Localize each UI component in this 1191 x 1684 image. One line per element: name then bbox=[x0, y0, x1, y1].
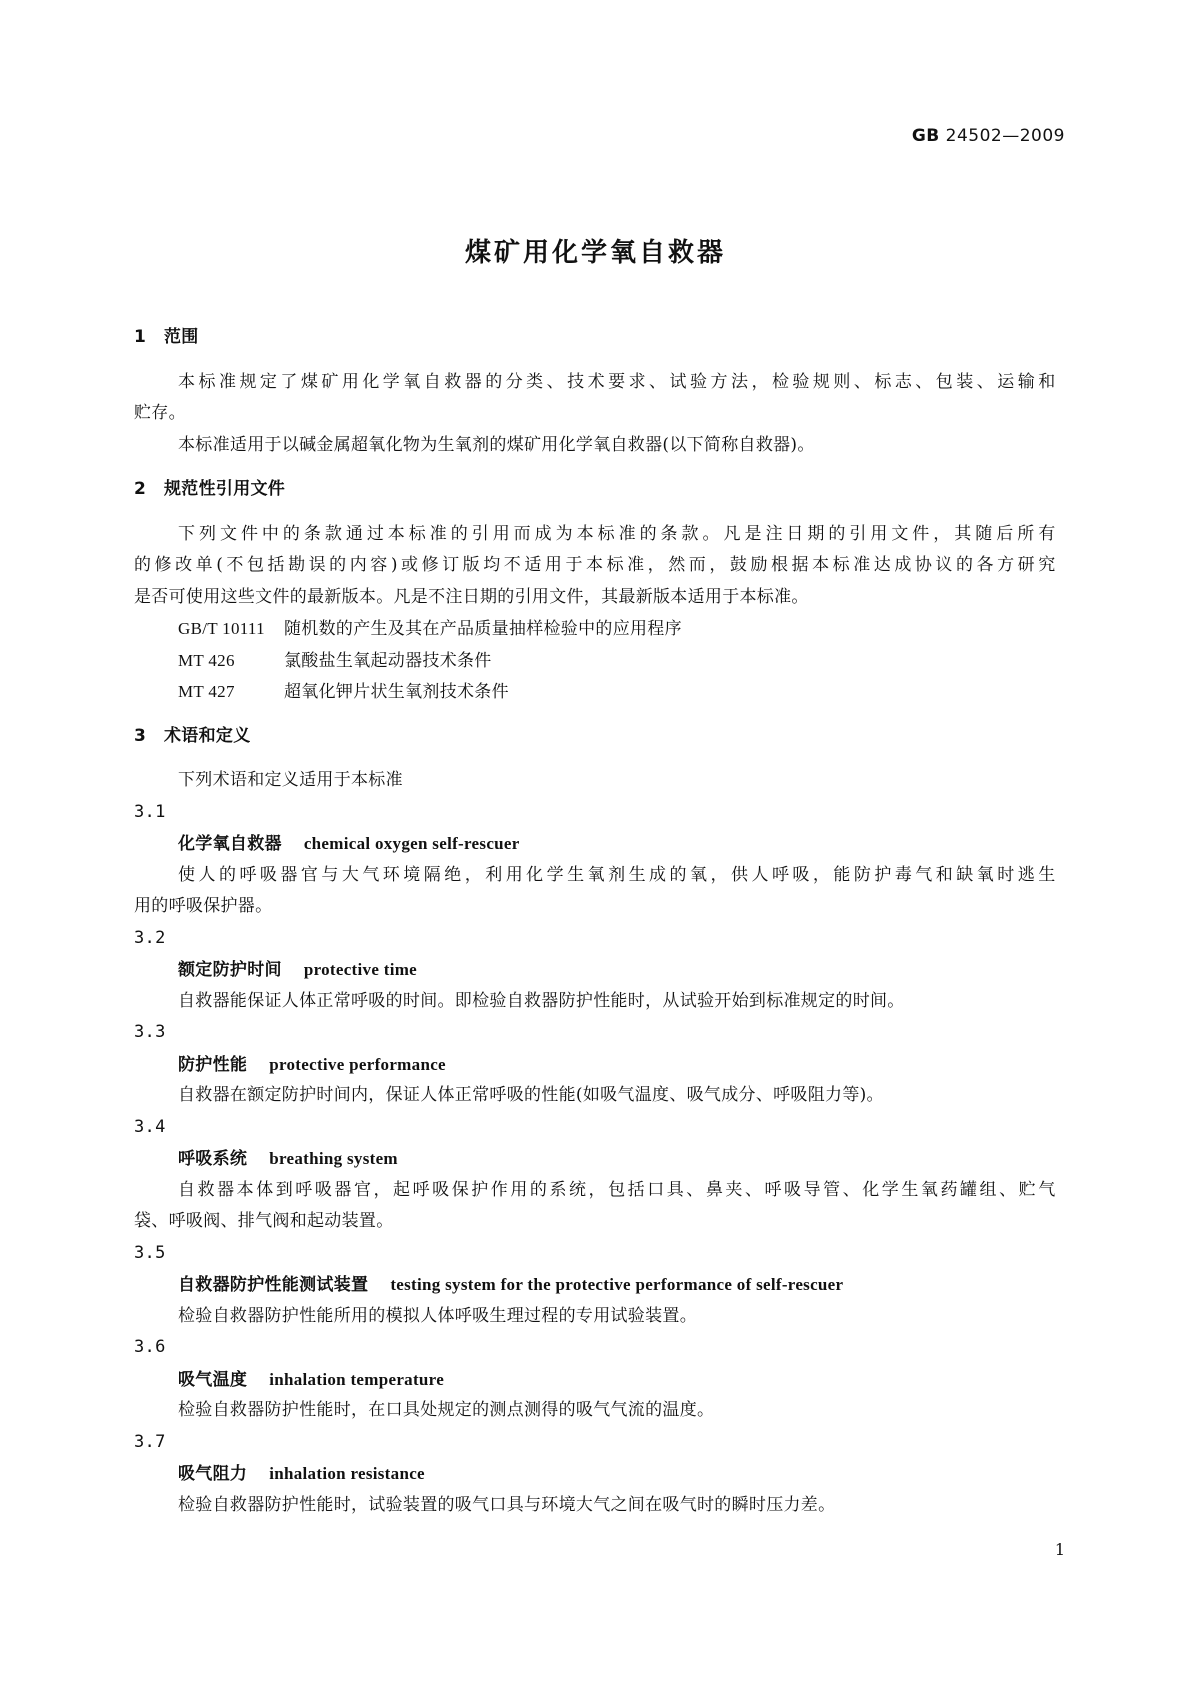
term-heading bbox=[134, 954, 1056, 986]
definition-line: 自救器能保证人体正常呼吸的时间。即检验自救器防护性能时，从试验开始到标准规定的时间。 bbox=[178, 990, 905, 1011]
term-english: inhalation temperature bbox=[269, 1369, 445, 1389]
term-english: chemical oxygen self-rescuer bbox=[303, 834, 520, 853]
definition-line: 用的呼吸保护器。 bbox=[134, 896, 273, 916]
section-number: 2 bbox=[134, 479, 147, 499]
reference-item bbox=[134, 613, 1056, 645]
standard-code bbox=[912, 126, 1065, 146]
reference-code: MT 426 bbox=[178, 650, 235, 670]
reference-item bbox=[134, 676, 1056, 708]
definition-line: 使人的呼吸器官与大气环境隔绝，利用化学生氧剂生成的氧，供人呼吸，能防护毒气和缺氧时逃生 bbox=[178, 864, 1056, 885]
term-chinese: 防护性能 bbox=[178, 1054, 248, 1075]
reference-title: 氯酸盐生氧起动器技术条件 bbox=[284, 650, 492, 671]
section-2-heading bbox=[134, 474, 1056, 506]
definition-line: 自救器本体到呼吸器官，起呼吸保护作用的系统，包括口具、鼻夹、呼吸导管、化学生氧药罐组、贮气 bbox=[178, 1179, 1056, 1200]
definition-line: 检验自救器防护性能所用的模拟人体呼吸生理过程的专用试验装置。 bbox=[178, 1305, 697, 1326]
reference-code: GB/T 10111 bbox=[178, 619, 265, 638]
clause-number: 3.1 bbox=[134, 801, 166, 822]
paragraph-line: 贮存。 bbox=[134, 403, 186, 423]
paragraph-line: 是否可使用这些文件的最新版本。凡是不注日期的引用文件，其最新版本适用于本标准。 bbox=[134, 586, 809, 607]
term-english: protective time bbox=[303, 960, 418, 979]
definition-line: 检验自救器防护性能时，在口具处规定的测点测得的吸气气流的温度。 bbox=[178, 1400, 715, 1420]
definition-line: 检验自救器防护性能时，试验装置的吸气口具与环境大气之间在吸气时的瞬时压力差。 bbox=[178, 1494, 836, 1515]
term-heading bbox=[134, 828, 1056, 860]
section-1-heading bbox=[134, 322, 1056, 354]
paragraph-line: 下列术语和定义适用于本标准 bbox=[178, 770, 403, 790]
section-title: 范围 bbox=[164, 327, 199, 347]
paragraph-line: 的修改单(不包括勘误的内容)或修订版均不适用于本标准，然而，鼓励根据本标准达成协议的各方研究 bbox=[134, 555, 1056, 575]
paragraph-line: 下列文件中的条款通过本标准的引用而成为本标准的条款。凡是注日期的引用文件，其随后所有 bbox=[178, 523, 1056, 544]
term-english: protective performance bbox=[269, 1054, 446, 1074]
document-title: 煤矿用化学氧自救器 bbox=[464, 238, 726, 268]
term-chinese: 化学氧自救器 bbox=[178, 834, 282, 854]
clause-number: 3.5 bbox=[134, 1242, 166, 1263]
clause-number: 3.6 bbox=[134, 1337, 166, 1357]
term-heading bbox=[134, 1269, 1056, 1301]
paragraph-line: 本标准适用于以碱金属超氧化物为生氧剂的煤矿用化学氧自救器(以下简称自救器)。 bbox=[178, 434, 815, 455]
term-chinese: 吸气阻力 bbox=[178, 1464, 248, 1484]
standard-prefix: GB bbox=[911, 126, 940, 146]
clause-number: 3.7 bbox=[134, 1431, 166, 1452]
term-heading bbox=[134, 1143, 1056, 1175]
clause-number: 3.2 bbox=[134, 927, 166, 948]
term-chinese: 额定防护时间 bbox=[178, 960, 282, 980]
term-heading bbox=[134, 1364, 1056, 1396]
definition-line: 袋、呼吸阀、排气阀和起动装置。 bbox=[134, 1211, 394, 1231]
section-number: 3 bbox=[134, 725, 147, 746]
definition-line: 自救器在额定防护时间内，保证人体正常呼吸的性能(如吸气温度、吸气成分、呼吸阻力等)。 bbox=[178, 1085, 884, 1105]
term-english: testing system for the protective performance of self-rescuer bbox=[390, 1275, 844, 1294]
clause-number: 3.4 bbox=[134, 1116, 166, 1137]
term-chinese: 呼吸系统 bbox=[178, 1149, 248, 1169]
reference-item bbox=[134, 645, 1056, 677]
term-chinese: 吸气温度 bbox=[178, 1369, 248, 1390]
term-english: inhalation resistance bbox=[269, 1464, 425, 1483]
standard-number: 24502—2009 bbox=[945, 126, 1065, 146]
term-chinese: 自救器防护性能测试装置 bbox=[178, 1275, 369, 1295]
section-number: 1 bbox=[134, 327, 147, 347]
clause-number: 3.3 bbox=[134, 1022, 166, 1042]
reference-title: 超氧化钾片状生氧剂技术条件 bbox=[284, 682, 509, 702]
reference-title: 随机数的产生及其在产品质量抽样检验中的应用程序 bbox=[284, 619, 682, 639]
section-title: 术语和定义 bbox=[164, 725, 251, 746]
document-body bbox=[134, 322, 1056, 1521]
section-3-heading bbox=[134, 721, 1056, 753]
term-english: breathing system bbox=[269, 1149, 398, 1168]
paragraph-line: 本标准规定了煤矿用化学氧自救器的分类、技术要求、试验方法，检验规则、标志、包装、运输和 bbox=[178, 371, 1056, 392]
term-heading bbox=[134, 1049, 1056, 1081]
term-heading bbox=[134, 1458, 1056, 1490]
page-number: 1 bbox=[1054, 1540, 1065, 1559]
section-title: 规范性引用文件 bbox=[164, 479, 286, 499]
reference-code: MT 427 bbox=[178, 682, 235, 701]
